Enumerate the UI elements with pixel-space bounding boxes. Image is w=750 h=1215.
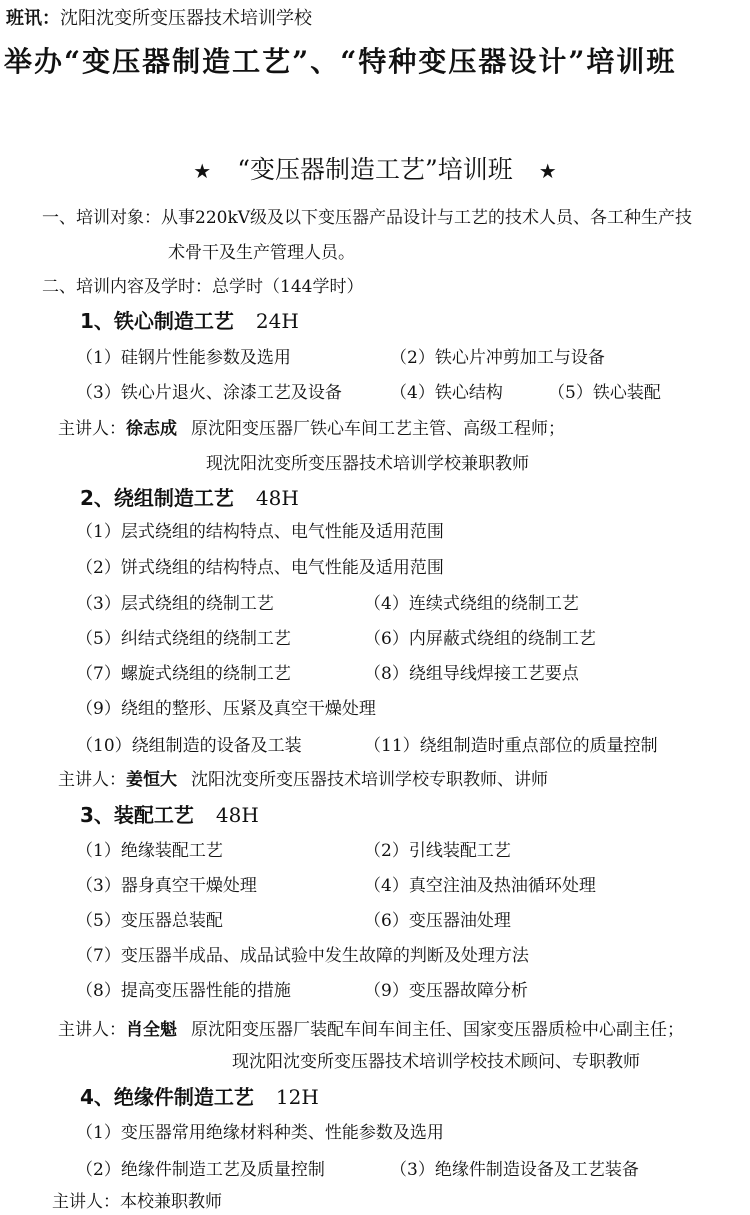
lecturer-line: 主讲人：肖全魁 原沈阳变压器厂装配车间车间主任、国家变压器质检中心副主任； [58, 1020, 684, 1040]
list-item: （11）绕组制造时重点部位的质量控制 [364, 736, 658, 756]
list-item: （1）层式绕组的结构特点、电气性能及适用范围 [76, 522, 444, 542]
list-item: （6）内屏蔽式绕组的绕制工艺 [364, 629, 596, 649]
list-item: （10）绕组制造的设备及工装 [76, 736, 302, 756]
list-item: （9）绕组的整形、压紧及真空干燥处理 [76, 699, 376, 719]
lecturer-line: 主讲人：姜恒大 沈阳沈变所变压器技术培训学校专职教师、讲师 [58, 770, 548, 790]
course-title [0, 150, 750, 186]
list-item: （3）器身真空干燥处理 [76, 876, 257, 896]
header-org: 沈阳沈变所变压器技术培训学校 [60, 8, 312, 29]
target-line-2: 术骨干及生产管理人员。 [168, 243, 355, 263]
header-label: 班讯： [6, 8, 60, 29]
section-heading: 4、绝缘件制造工艺 12H [80, 1085, 319, 1109]
lecturer-line: 主讲人：徐志成 原沈阳变压器厂铁心车间工艺主管、高级工程师； [58, 419, 565, 439]
list-item: （6）变压器油处理 [364, 911, 511, 931]
list-item: （2）绝缘件制造工艺及质量控制 [76, 1160, 325, 1180]
list-item: （1）绝缘装配工艺 [76, 841, 223, 861]
section-heading: 1、铁心制造工艺 24H [80, 309, 299, 333]
list-item: （9）变压器故障分析 [364, 981, 528, 1001]
lecturer-desc: 现沈阳沈变所变压器技术培训学校兼职教师 [206, 454, 529, 474]
list-item: （2）铁心片冲剪加工与设备 [390, 348, 605, 368]
list-item: （1）变压器常用绝缘材料种类、性能参数及选用 [76, 1123, 444, 1143]
star-icon: ★ [193, 159, 212, 183]
list-item: （7）螺旋式绕组的绕制工艺 [76, 664, 291, 684]
section-heading: 3、装配工艺 48H [80, 803, 259, 827]
main-title: 举办“变压器制造工艺”、“特种变压器设计”培训班 [4, 45, 677, 78]
list-item: （4）真空注油及热油循环处理 [364, 876, 596, 896]
list-item: （2）引线装配工艺 [364, 841, 511, 861]
list-item: （5）铁心装配 [548, 383, 661, 403]
list-item: （5）变压器总装配 [76, 911, 223, 931]
section-heading: 2、绕组制造工艺 48H [80, 486, 299, 510]
lecturer-desc: 现沈阳沈变所变压器技术培训学校技术顾问、专职教师 [232, 1052, 640, 1072]
content-heading: 二、培训内容及学时：总学时（144学时） [42, 277, 364, 297]
star-icon: ★ [538, 159, 557, 183]
list-item: （7）变压器半成品、成品试验中发生故障的判断及处理方法 [76, 946, 529, 966]
list-item: （8）提高变压器性能的措施 [76, 981, 291, 1001]
list-item: （3）铁心片退火、涂漆工艺及设备 [76, 383, 342, 403]
list-item: （1）硅钢片性能参数及选用 [76, 348, 291, 368]
list-item: （8）绕组导线焊接工艺要点 [364, 664, 579, 684]
target-line-1: 一、培训对象：从事220kV级及以下变压器产品设计与工艺的技术人员、各工种生产技 [42, 208, 693, 228]
list-item: （5）纠结式绕组的绕制工艺 [76, 629, 291, 649]
list-item: （3）绝缘件制造设备及工艺装备 [390, 1160, 639, 1180]
header-line [6, 4, 312, 30]
list-item: （3）层式绕组的绕制工艺 [76, 594, 274, 614]
lecturer-line: 主讲人：本校兼职教师 [52, 1192, 222, 1212]
course-title-text: “变压器制造工艺”培训班 [237, 155, 513, 184]
list-item: （2）饼式绕组的结构特点、电气性能及适用范围 [76, 558, 444, 578]
list-item: （4）连续式绕组的绕制工艺 [364, 594, 579, 614]
list-item: （4）铁心结构 [390, 383, 503, 403]
